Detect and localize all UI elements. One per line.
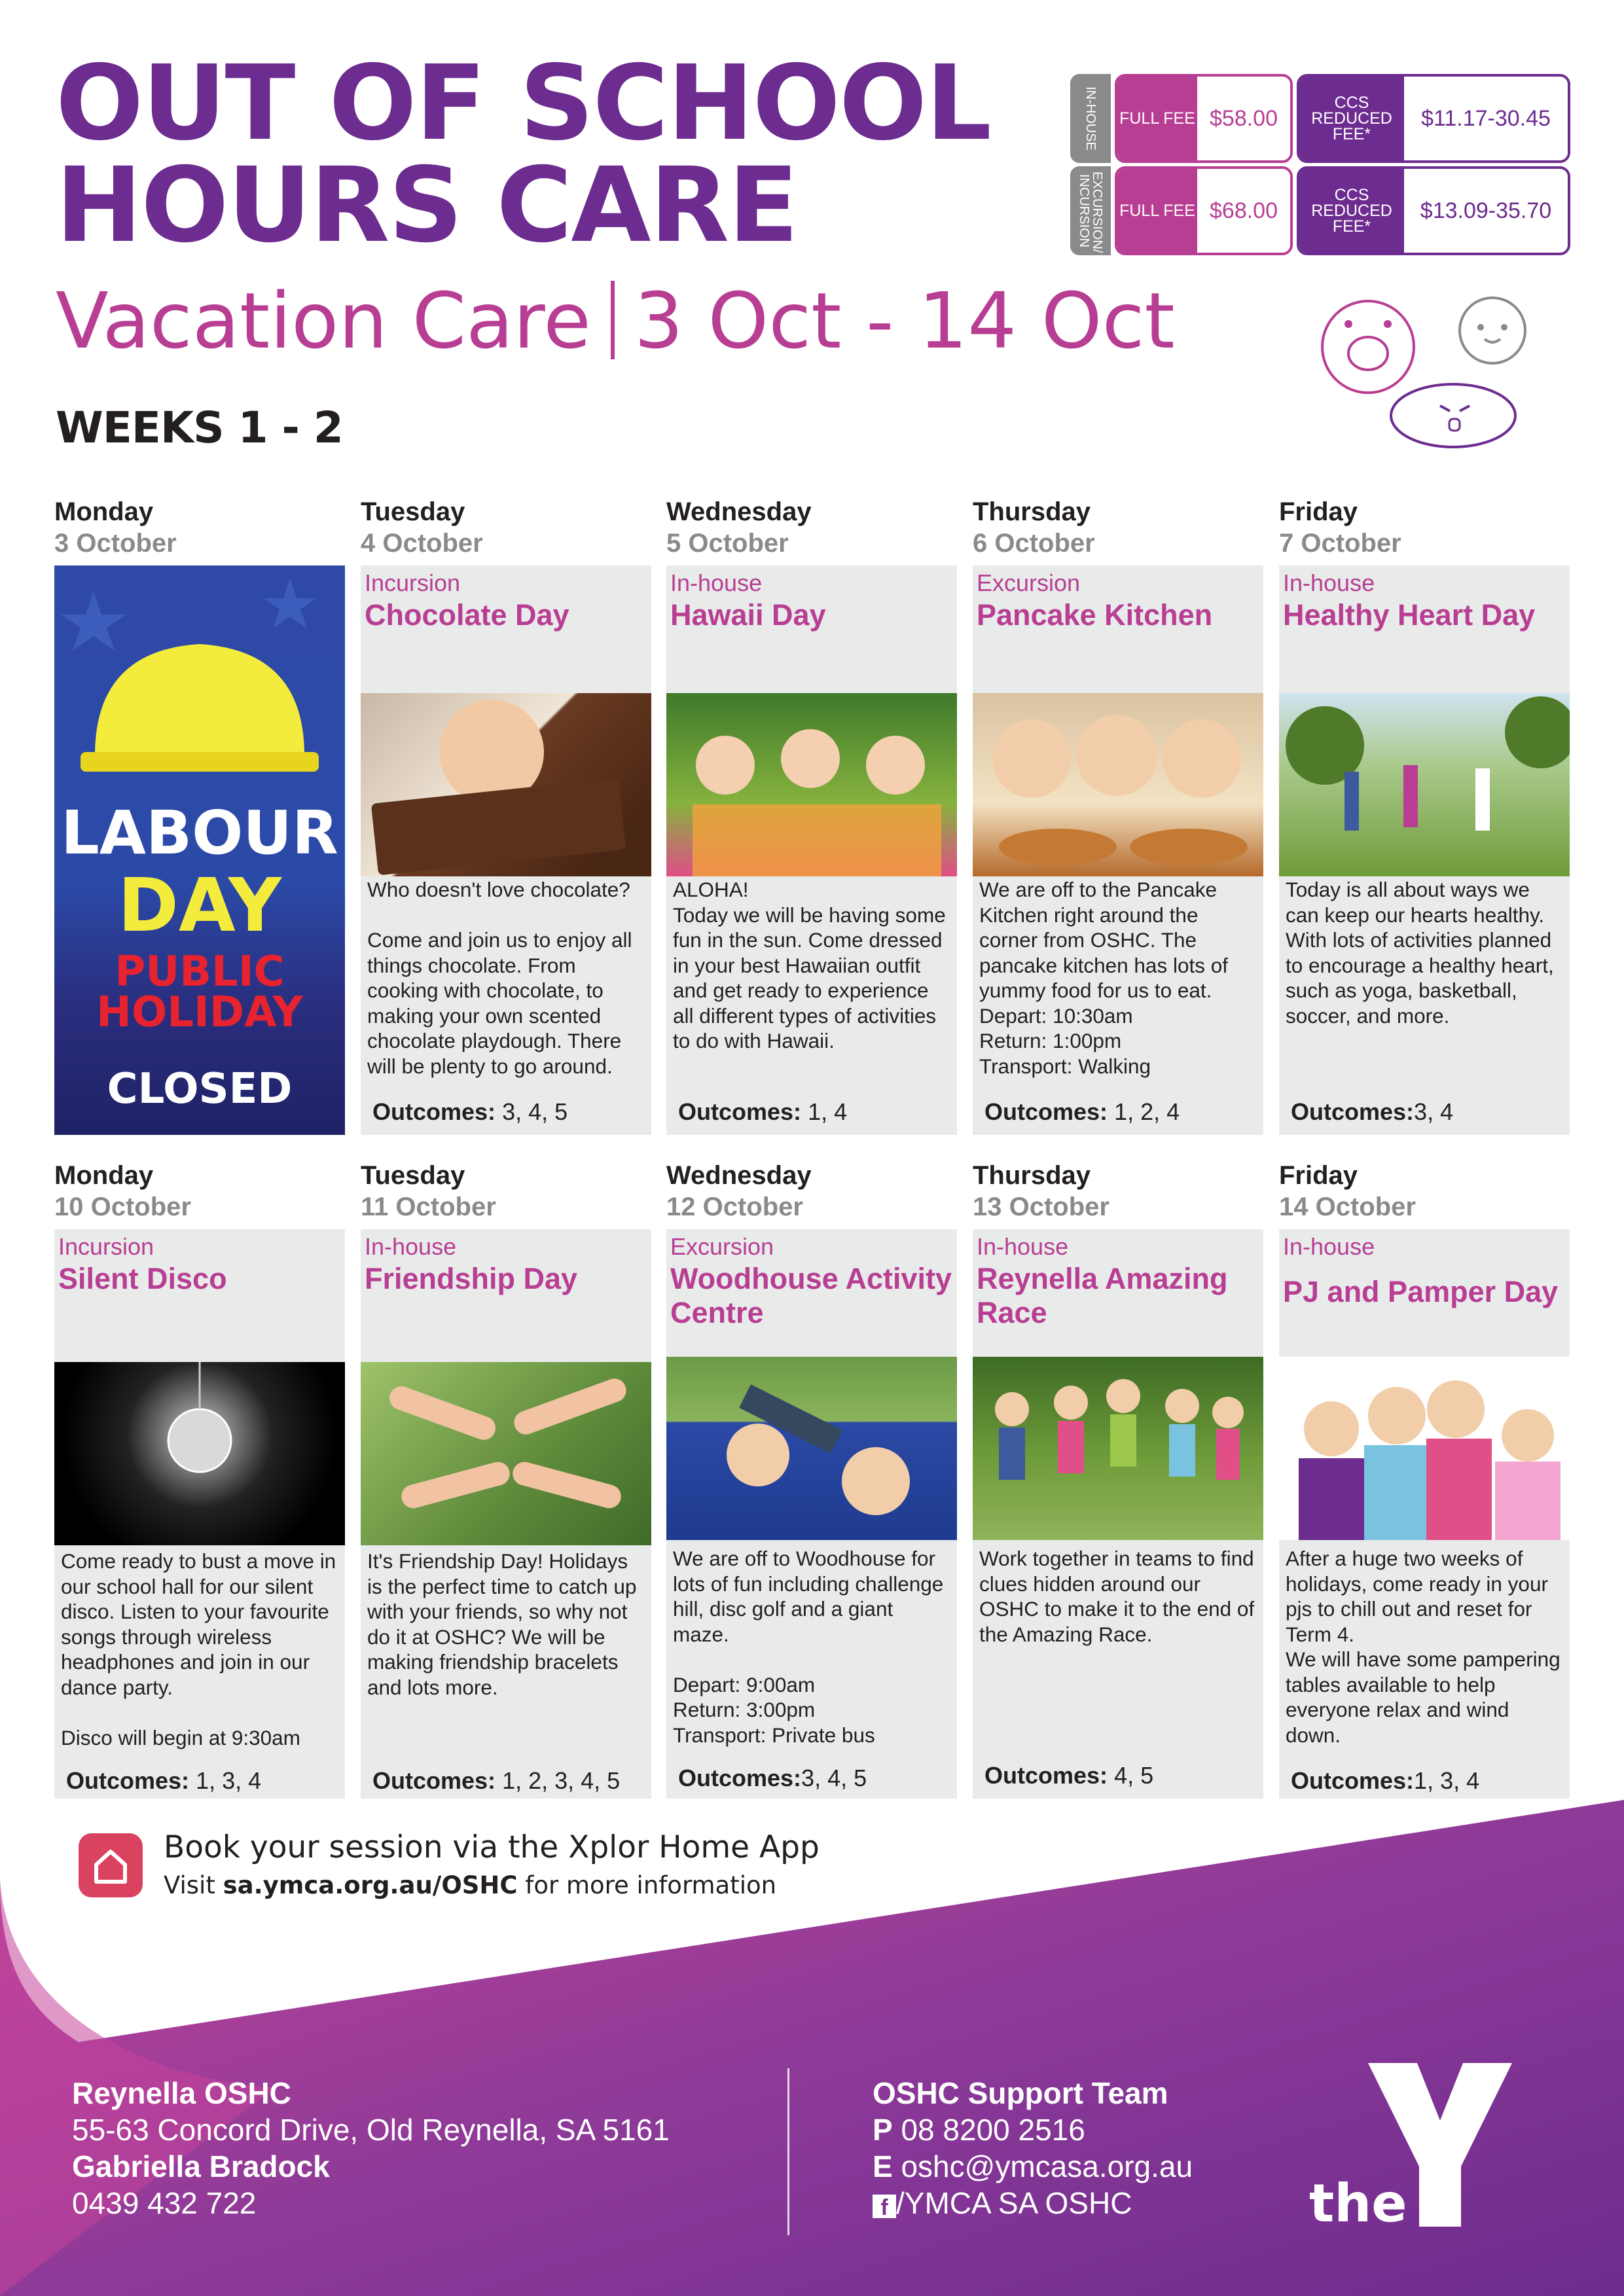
labour-word: LABOUR: [61, 798, 338, 868]
day-header: Tuesday 4 October: [361, 497, 483, 558]
activity-card: [666, 565, 957, 1135]
program-name: Vacation Care: [56, 276, 591, 366]
closed-word: CLOSED: [107, 1065, 293, 1113]
activity-card: [1279, 1229, 1570, 1799]
ccs-fee-box: CCS REDUCED FEE* $13.09-35.70: [1297, 166, 1570, 255]
activity-description: ALOHA! Today we will be having some fun in the sun. Come dressed in your best Hawaiian outfit and get ready to experience all different types of activities to do with Hawaii.: [673, 878, 946, 1052]
activity-name: Friendship Day: [365, 1262, 578, 1295]
contact-name: Gabriella Bradock: [72, 2149, 330, 2183]
title-line-1: OUT OF SCHOOL: [56, 43, 990, 164]
activity-name: Healthy Heart Day: [1283, 598, 1536, 632]
facebook-icon: f: [873, 2195, 896, 2218]
activity-photo: [973, 693, 1263, 876]
divider: [611, 281, 615, 359]
xplor-app-icon[interactable]: [79, 1833, 143, 1897]
logo-word: the: [1309, 2173, 1407, 2234]
support-contact-block: OSHC Support Team P 08 8200 2516 E oshc@ymcasa.org.au f /YMCA SA OSHC: [873, 2076, 1193, 2220]
doodle-faces-icon: [1309, 295, 1532, 458]
outcomes: Outcomes: 1, 2, 3, 4, 5: [372, 1767, 621, 1794]
day-header: Thursday 13 October: [973, 1161, 1110, 1221]
activity-name: PJ and Pamper Day: [1283, 1275, 1559, 1308]
centre-contact-block: [72, 2075, 670, 2221]
support-email[interactable]: oshc@ymcasa.org.au: [901, 2149, 1193, 2183]
ymca-logo: [1303, 2055, 1532, 2232]
activity-type: In-house: [670, 569, 763, 596]
activity-photo: [1279, 693, 1570, 876]
support-phone[interactable]: 08 8200 2516: [901, 2113, 1085, 2147]
activity-type: In-house: [1283, 569, 1375, 596]
outcomes: Outcomes: 1, 4: [678, 1098, 848, 1125]
ccs-fee-box: CCS REDUCED FEE* $11.17-30.45: [1297, 74, 1570, 163]
day-header: Wednesday 5 October: [666, 497, 812, 558]
full-fee-value: $68.00: [1197, 169, 1290, 253]
outcomes: Outcomes:3, 4, 5: [678, 1765, 867, 1791]
day-word: DAY: [117, 863, 282, 948]
contact-phone[interactable]: 0439 432 722: [72, 2186, 257, 2220]
outcomes: Outcomes: 3, 4, 5: [372, 1098, 568, 1125]
activity-type: Excursion: [977, 569, 1081, 596]
centre-name: Reynella OSHC: [72, 2076, 291, 2110]
activity-description: Who doesn't love chocolate? Come and join us to enjoy all things chocolate. From cooking with chocolate, to making your own scented chocolate playdough. There will be plenty to go around.: [367, 878, 632, 1078]
activity-description: We are off to the Pancake Kitchen right around the corner from OSHC. The pancake kitchen has lots of yummy food for us to eat. Depart: 10:30am Return: 1:00pm Transport: Walking: [979, 878, 1228, 1078]
activity-photo: [361, 693, 651, 876]
outcomes: Outcomes: 1, 2, 4: [984, 1098, 1180, 1125]
outcomes: Outcomes:1, 3, 4: [1291, 1767, 1480, 1794]
day-header: Thursday 6 October: [973, 497, 1095, 558]
activity-description: We are off to Woodhouse for lots of fun including challenge hill, disc golf and a giant maze. Depart: 9:00am Return: 3:00pm Transport: Private bus: [673, 1547, 944, 1747]
activity-description: After a huge two weeks of holidays, come ready in your pjs to chill out and reset for Term 4. We will have some pampering tables available to help everyone relax and wind down.: [1286, 1547, 1561, 1747]
day-header: Monday 3 October: [54, 497, 177, 558]
day-header: Tuesday 11 October: [361, 1161, 496, 1221]
subtitle: [56, 276, 1175, 366]
activity-card: [973, 565, 1263, 1135]
activity-name: Hawaii Day: [670, 598, 826, 632]
activity-description: Come ready to bust a move in our school hall for our silent disco. Listen to your favourite songs through wireless headphones and join in our dance party. Disco will begin at 9:30am: [61, 1549, 336, 1749]
footer-divider: [787, 2068, 789, 2235]
day-header: Friday 14 October: [1279, 1161, 1416, 1221]
full-fee-value: $58.00: [1197, 77, 1290, 160]
full-fee-box: FULL FEE $58.00: [1115, 74, 1293, 163]
activity-type: In-house: [365, 1233, 457, 1260]
activity-card: [361, 1229, 651, 1799]
activity-type: In-house: [1283, 1233, 1375, 1260]
activity-description: It's Friendship Day! Holidays is the perfect time to catch up with your friends, so why not do it at OSHC? We will be making friendship bracelets and lots more.: [367, 1549, 643, 1699]
activity-name: Silent Disco: [58, 1262, 227, 1295]
weeks-label: WEEKS 1 - 2: [56, 403, 343, 453]
outcomes: Outcomes: 1, 3, 4: [66, 1767, 262, 1794]
activity-card: [973, 1229, 1263, 1799]
activity-photo: [666, 693, 957, 876]
labour-day-closed-poster: [54, 565, 345, 1135]
ccs-fee-value: $11.17-30.45: [1404, 77, 1568, 160]
booking-visit-line: Visit sa.ymca.org.au/OSHC for more information: [164, 1871, 777, 1899]
activity-card: [361, 565, 651, 1135]
activity-photo: [1279, 1357, 1570, 1540]
public-word: PUBLIC: [115, 948, 285, 996]
support-title: OSHC Support Team: [873, 2076, 1168, 2110]
title-line-2: HOURS CARE: [56, 145, 798, 266]
outcomes: Outcomes:3, 4: [1291, 1098, 1454, 1125]
activity-name: Chocolate Day: [365, 598, 569, 632]
centre-address: 55-63 Concord Drive, Old Reynella, SA 5161: [72, 2113, 670, 2147]
activity-photo: [361, 1362, 651, 1545]
activity-description: Today is all about ways we can keep our hearts healthy. With lots of activities planned to encourage a healthy heart, such as yoga, basketball, soccer, and more.: [1286, 878, 1560, 1028]
ccs-fee-value: $13.09-35.70: [1404, 169, 1568, 253]
full-fee-box: FULL FEE $68.00: [1115, 166, 1293, 255]
fee-row-label: IN-HOUSE: [1070, 74, 1111, 163]
facebook-link[interactable]: /YMCA SA OSHC: [896, 2186, 1132, 2220]
outcomes: Outcomes: 4, 5: [984, 1762, 1154, 1789]
activity-name: Woodhouse Activity Centre: [670, 1262, 952, 1329]
activity-photo: [54, 1362, 345, 1545]
holiday-word: HOLIDAY: [96, 988, 303, 1037]
booking-headline: Book your session via the Xplor Home App: [164, 1829, 820, 1865]
activity-type: In-house: [977, 1233, 1069, 1260]
activity-name: Reynella Amazing Race: [977, 1262, 1228, 1329]
activity-photo: [973, 1357, 1263, 1540]
day-header: Monday 10 October: [54, 1161, 191, 1221]
activity-type: Incursion: [58, 1233, 154, 1260]
fee-row-label: EXCURSION/ INCURSION: [1070, 166, 1111, 255]
activity-photo: [666, 1357, 957, 1540]
activity-card: [54, 1229, 345, 1799]
program-dates: 3 Oct - 14 Oct: [634, 276, 1175, 366]
activity-description: Work together in teams to find clues hidden around our OSHC to make it to the end of the Amazing Race.: [979, 1547, 1260, 1646]
activity-type: Incursion: [365, 569, 461, 596]
activity-card: [1279, 565, 1570, 1135]
ymca-link[interactable]: sa.ymca.org.au/OSHC: [223, 1871, 518, 1899]
activity-name: Pancake Kitchen: [977, 598, 1213, 632]
day-header: Wednesday 12 October: [666, 1161, 812, 1221]
page-title: [56, 43, 990, 266]
activity-type: Excursion: [670, 1233, 774, 1260]
day-header: Friday 7 October: [1279, 497, 1401, 558]
activity-card: [666, 1229, 957, 1799]
